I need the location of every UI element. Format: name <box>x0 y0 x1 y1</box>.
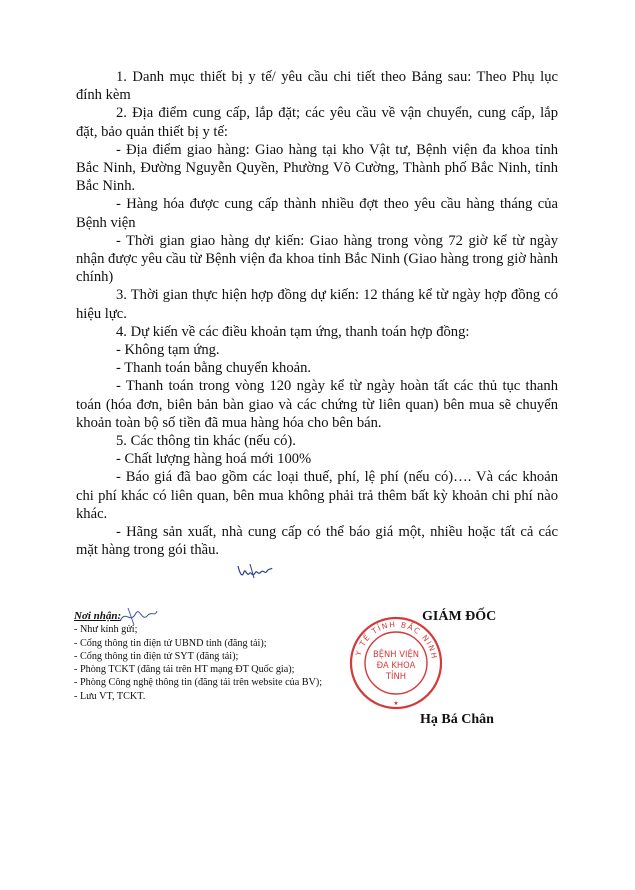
paragraph-2: 2. Địa điểm cung cấp, lắp đặt; các yêu cầu về vận chuyển, cung cấp, lắp đặt, bảo quản thiết bị y tế: <box>76 105 558 140</box>
recipient-item: - Lưu VT, TCKT. <box>74 690 146 702</box>
paragraph-1: 1. Danh mục thiết bị y tế/ yêu cầu chi tiết theo Bảng sau: Theo Phụ lục đính kèm <box>76 69 558 104</box>
paragraph-6: 3. Thời gian thực hiện hợp đồng dự kiến: 12 tháng kể từ ngày hợp đồng có hiệu lực. <box>76 287 558 322</box>
seal-line-3: TỈNH <box>385 671 407 681</box>
seal-line-1: BỆNH VIỆN <box>372 649 420 659</box>
paragraph-7: 4. Dự kiến về các điều khoản tạm ứng, thanh toán hợp đồng: <box>116 323 470 340</box>
paragraph-9: - Thanh toán bằng chuyển khoản. <box>116 360 312 377</box>
recipient-item: - Như kính gửi; <box>74 624 138 636</box>
recipient-item: - Cổng thông tin điện tử UBND tỉnh (đăng tải); <box>74 637 267 649</box>
seal-ring-text: Y TẾ TỈNH BẮC NINH <box>353 619 439 661</box>
signer-title: GIÁM ĐỐC <box>422 609 497 624</box>
signer-name: Hạ Bá Chân <box>420 712 494 727</box>
recipients-heading: Nơi nhận: <box>74 610 122 622</box>
initial-signature <box>236 560 274 582</box>
paragraph-4: - Hàng hóa được cung cấp thành nhiều đợt theo yêu cầu hàng tháng của Bệnh viện <box>76 196 558 231</box>
paragraph-10: - Thanh toán trong vòng 120 ngày kể từ ngày hoàn tất các thủ tục thanh toán (hóa đơn, biên bản bàn giao và các chứng từ liên quan) bên mua sẽ chuyển khoản toàn bộ số tiền đã mua hàng hóa cho bên bán. <box>76 378 558 431</box>
paragraph-14: - Hãng sản xuất, nhà cung cấp có thể báo giá một, nhiều hoặc tất cả các mặt hàng trong gói thầu. <box>76 524 558 559</box>
paragraph-13: - Báo giá đã bao gồm các loại thuế, phí, lệ phí (nếu có)…. Và các khoản chi phí khác có liên quan, bên mua không phải trả thêm bất kỳ khoản chi phí nào khác. <box>76 469 558 522</box>
recipient-item: - Phòng TCKT (đăng tải trên HT mạng ĐT Quốc gia); <box>74 664 295 676</box>
seal-line-2: ĐA KHOA <box>376 660 416 670</box>
paragraph-3: - Địa điểm giao hàng: Giao hàng tại kho Vật tư, Bệnh viện đa khoa tỉnh Bắc Ninh, Đường Nguyễn Quyền, Phường Võ Cường, Thành phố Bắc Ninh, tỉnh Bắc Ninh. <box>76 141 558 195</box>
recipient-signature-mark <box>118 605 158 627</box>
recipient-item: - Phòng Công nghệ thông tin (đăng tải trên website của BV); <box>74 677 323 689</box>
seal-star-icon: ★ <box>393 700 399 707</box>
paragraph-5: - Thời gian giao hàng dự kiến: Giao hàng trong vòng 72 giờ kể từ ngày nhận được yêu cầu từ Bệnh viện đa khoa tỉnh Bắc Ninh (Giao hàng trong giờ hành chính) <box>76 232 558 286</box>
official-seal <box>348 615 444 711</box>
paragraph-11: 5. Các thông tin khác (nếu có). <box>116 433 296 450</box>
paragraph-12: - Chất lượng hàng hoá mới 100% <box>116 451 312 468</box>
paragraph-8: - Không tạm ứng. <box>116 342 220 359</box>
document-body <box>76 68 558 559</box>
recipient-item: - Cổng thông tin điện tử SYT (đăng tải); <box>74 650 239 662</box>
